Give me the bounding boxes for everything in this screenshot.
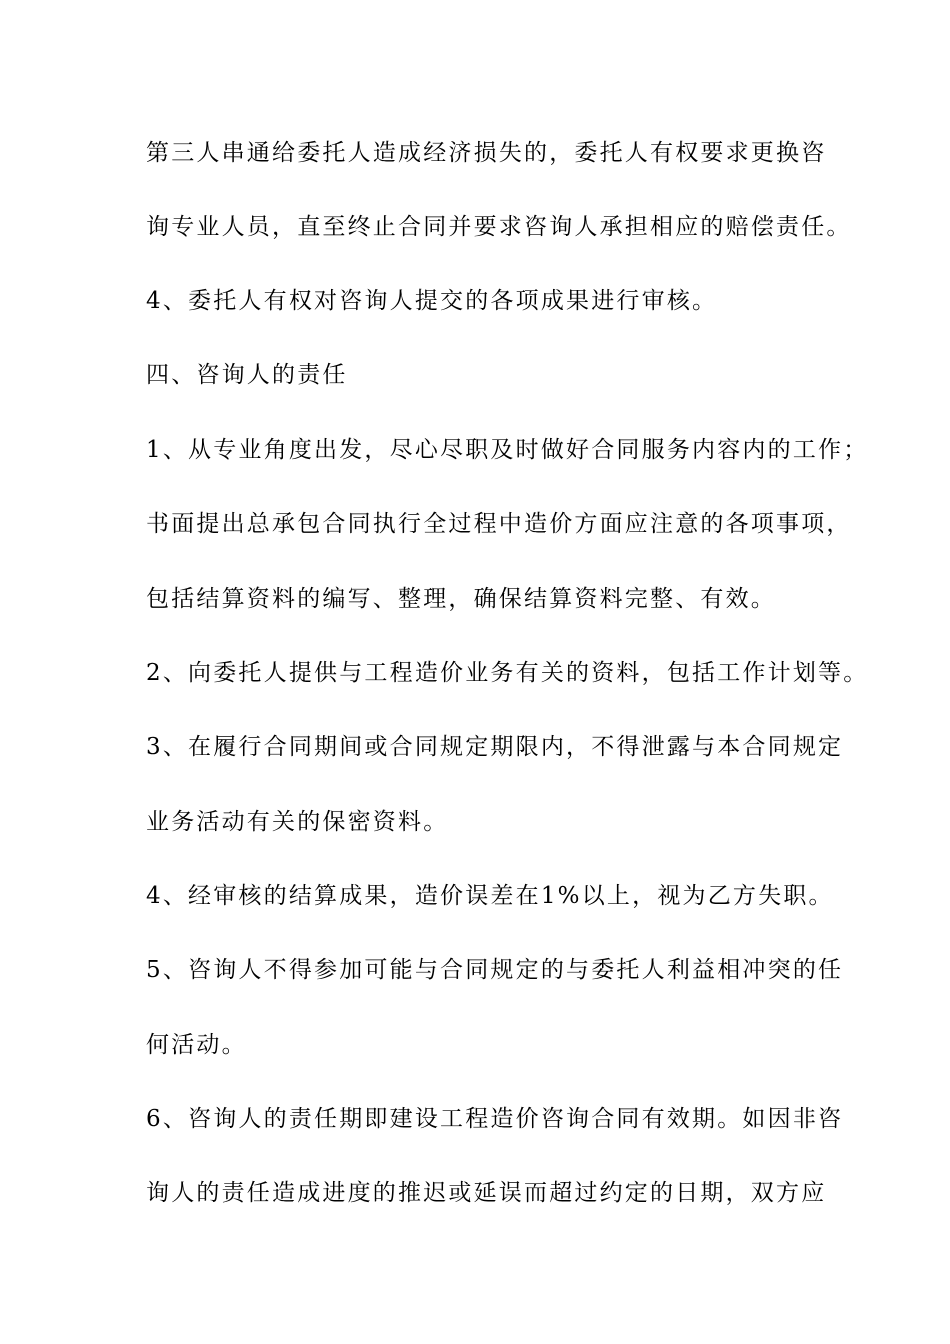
text-line: 第三人串通给委托人造成经济损失的，委托人有权要求更换咨 <box>146 140 827 166</box>
text-line: 4、委托人有权对咨询人提交的各项成果进行审核。 <box>146 288 718 314</box>
text-line: 6、咨询人的责任期即建设工程造价咨询合同有效期。如因非咨 <box>146 1106 844 1132</box>
text-line: 询专业人员，直至终止合同并要求咨询人承担相应的赔偿责任。 <box>146 214 852 240</box>
text-line: 书面提出总承包合同执行全过程中造价方面应注意的各项事项， <box>146 511 852 537</box>
text-line: 1、从专业角度出发，尽心尽职及时做好合同服务内容内的工作； <box>146 437 869 463</box>
text-line: 5、咨询人不得参加可能与合同规定的与委托人利益相冲突的任 <box>146 957 844 983</box>
text-line: 何活动。 <box>146 1032 247 1058</box>
text-line: 3、在履行合同期间或合同规定期限内，不得泄露与本合同规定 <box>146 734 844 760</box>
section-heading: 四、咨询人的责任 <box>146 362 348 388</box>
text-line: 2、向委托人提供与工程造价业务有关的资料，包括工作计划等。 <box>146 660 869 686</box>
text-line: 包括结算资料的编写、整理，确保结算资料完整、有效。 <box>146 586 776 612</box>
text-line: 业务活动有关的保密资料。 <box>146 809 449 835</box>
text-line: 4、经审核的结算成果，造价误差在1%以上，视为乙方失职。 <box>146 883 834 909</box>
text-line: 询人的责任造成进度的推迟或延误而超过约定的日期，双方应 <box>146 1180 827 1206</box>
